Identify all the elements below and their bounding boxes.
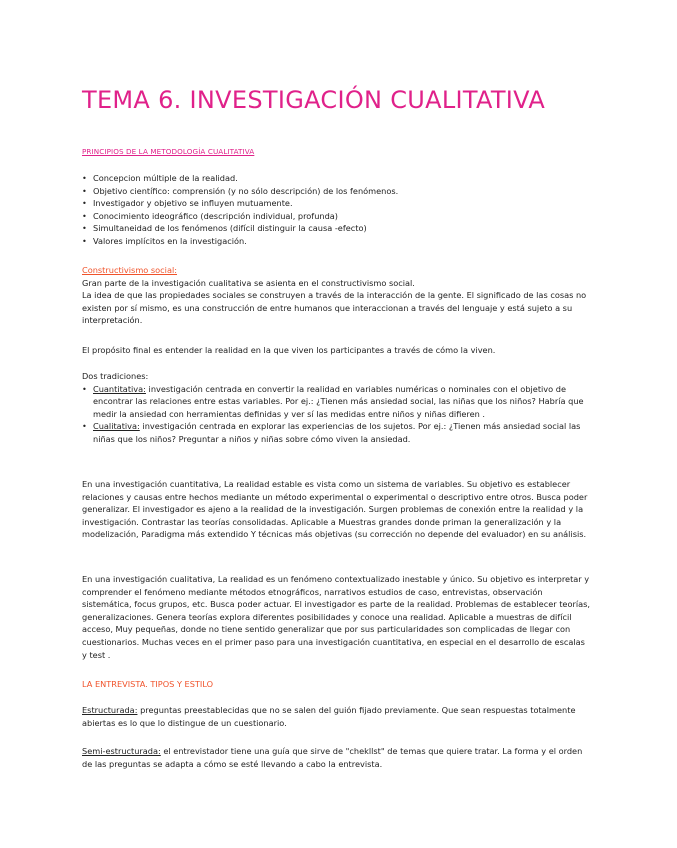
- tradicion-text: investigación centrada en explorar las experiencias de los sujetos. Por ej.: ¿Tienen más ansiedad social las niñas que los niños? Preguntar a niños y niñas sobre cómo viven la ansiedad.: [93, 421, 581, 444]
- list-item: • Investigador y objetivo se influyen mutuamente.: [82, 197, 592, 210]
- entrevista-heading: LA ENTREVISTA. TIPOS Y ESTILO: [82, 679, 214, 689]
- list-item: • Concepcion múltiple de la realidad.: [82, 172, 592, 185]
- tradicion-term: Cualitativa:: [93, 421, 140, 432]
- list-item: • Valores implícitos en la investigación.: [82, 235, 592, 248]
- tradiciones-heading: Dos tradiciones:: [82, 371, 149, 381]
- cuantitativa-paragraph: En una investigación cuantitativa, La realidad estable es vista como un sistema de variables. Su objetivo es establecer relaciones y causas entre hechos mediante un método experimental o experimental o descriptivo entre otros. Busca poder generalizar. El investigador es ajeno a la realidad de la investigación. Surgen problemas de conexión entre la realidad y la investigación. Contrastar las teorías consolidadas. Aplicable a Muestras grandes donde priman la generalización y la modelización, Paradigma más extendido Y técnicas más objetivas (su corrección no depende del evaluador) en su análisis.: [82, 479, 588, 540]
- list-item: [82, 383, 592, 421]
- tradicion-text: investigación centrada en convertir la realidad en variables numéricas o nominales con el objetivo de encontrar las relaciones entre estas variables. Por ej.: ¿Tienen más ansiedad social, las niñas que los niños? Habría que medir la ansiedad con herramientas definidas y ver sí las medidas entre niños y niñas difieren .: [93, 383, 584, 419]
- list-item: • Objetivo científico: comprensión (y no sólo descripción) de los fenómenos.: [82, 185, 592, 198]
- list-item: [82, 420, 592, 445]
- cualitativa-paragraph: En una investigación cualitativa, La realidad es un fenómeno contextualizado inestable y único. Su objetivo es interpretar y comprender el fenómeno mediante métodos etnográficos, narrativos estudios de caso, entrevistas, observación sistemática, focus grupos, etc. Busca poder actuar. El investigador es parte de la realidad. Problemas de establecer teorías, generalizaciones. Genera teorías explora diferentes posibilidades y conoce una realidad. Aplicable a muestras de difícil acceso, Muy pequeñas, donde no tiene sentido generalizar que por sus particularidades son complicadas de llegar con cuestionarios. Muchas veces en el primer paso para una investigación cuantitativa, en especial en el desarrollo de escalas y test .: [82, 574, 590, 660]
- constructivismo-paragraph: La idea de que las propiedades sociales se construyen a través de la interacción de la gente. El significado de las cosas no existen por sí mismo, es una construcción de entre humanos que interaccionan a través del lenguaje y está sujeto a su interpretación.: [82, 290, 587, 326]
- constructivismo-line: Gran parte de la investigación cualitativa se asienta en el constructivismo social.: [82, 277, 415, 288]
- proposito-paragraph: El propósito final es entender la realidad en la que viven los participantes a través de cómo la viven.: [82, 345, 496, 355]
- estructurada-term: Estructurada:: [82, 705, 138, 715]
- tradiciones-list: [82, 383, 592, 446]
- entrevista-block: [82, 678, 592, 691]
- list-item: • Conocimiento ideográfico (descripción individual, profunda): [82, 210, 592, 223]
- semi-estructurada-paragraph: [82, 745, 592, 770]
- page-title: TEMA 6. INVESTIGACIÓN CUALITATIVA: [82, 86, 546, 114]
- semi-estructurada-text: el entrevistador tiene una guía que sirve de "chekllst" de temas que quiere tratar. La forma y el orden de las preguntas se adapta a cómo se esté llevando a cabo la entrevista.: [82, 746, 583, 769]
- estructurada-text: preguntas preestablecidas que no se salen del guión fijado previamente. Que sean respuestas totalmente abiertas es lo que lo distingue de un cuestionario.: [82, 705, 576, 728]
- principles-list: [82, 172, 592, 248]
- constructivismo-block: [82, 264, 592, 327]
- semi-estructurada-term: Semi-estructurada:: [82, 746, 161, 756]
- estructurada-paragraph: [82, 704, 592, 729]
- tradicion-term: Cuantitativa:: [93, 383, 146, 394]
- list-item: • Simultaneidad de los fenómenos (difícil distinguir la causa -efecto): [82, 222, 592, 235]
- section-subtitle: PRINCIPIOS DE LA METODOLOGÍA CUALITATIVA: [82, 147, 255, 156]
- constructivismo-heading: Constructivismo social:: [82, 265, 178, 275]
- principles-list-block: [82, 172, 592, 248]
- tradiciones-block: [82, 370, 592, 446]
